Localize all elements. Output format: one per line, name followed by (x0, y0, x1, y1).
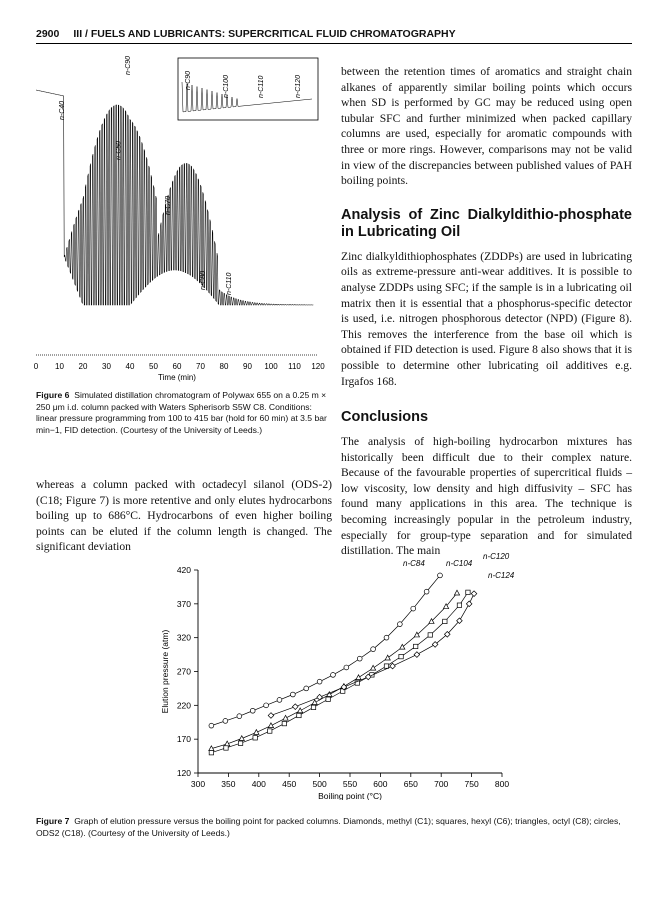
inset-peak-label: n-C90 (185, 70, 192, 90)
left-paragraph: whereas a column packed with octadecyl silanol (ODS-2) (C18; Figure 7) is more retentive and only elutes hydrocarbons boiling up to 686°C. Hydrocarbons of even higher boiling points can be eluted if the column length is changed. The significant deviation (36, 478, 332, 554)
data-point-square (384, 664, 388, 668)
data-point-circle (344, 665, 349, 670)
x-tick-label: 700 (434, 779, 449, 789)
data-point-circle (264, 703, 269, 708)
time-tick-label: 50 (149, 362, 158, 371)
time-tick-label: 90 (243, 362, 252, 371)
time-tick-label: 30 (102, 362, 111, 371)
inset-peak-label: n-C120 (295, 75, 302, 98)
figure-7-label: Figure 7 (36, 816, 70, 826)
data-point-circle (384, 635, 389, 640)
data-point-square (443, 619, 447, 623)
figure-6-caption-text: Simulated distillation chromatogram of Polywax 655 on a 0.25 m × 250 μm i.d. column packed with Waters Spherisorb S5W C8. Conditions: linear pressure programming from 100 to 415 bar (hold for 60 min) at 3.5 bar min−1, FID detection. (Courtesy of the University of Leeds.) (36, 390, 327, 435)
y-axis-label: Elution pressure (atm) (160, 629, 170, 714)
time-tick-label: 20 (78, 362, 88, 371)
x-tick-label: 400 (251, 779, 266, 789)
y-tick-label: 370 (176, 598, 191, 609)
x-tick-label: 450 (282, 779, 297, 789)
figure-6-chromatogram (28, 50, 328, 390)
left-column-text (36, 477, 332, 555)
data-point-circle (331, 672, 336, 677)
peak-label: n-C40 (59, 100, 67, 120)
data-point-diamond (268, 713, 274, 719)
series-end-label: n-C124 (488, 571, 515, 580)
time-tick-label: 0 (33, 362, 39, 371)
data-point-triangle (400, 644, 405, 649)
series-line (211, 575, 440, 725)
series-end-label: n-C104 (446, 559, 473, 568)
data-point-circle (397, 622, 402, 627)
figure-7-chart (140, 550, 520, 800)
figure-6-caption (36, 390, 332, 436)
data-point-triangle (268, 723, 273, 728)
figure-7-caption-text: Graph of elution pressure versus the boiling point for packed columns. Diamonds, methyl (C1); squares, hexyl (C6); triangles, octyl (C8); circles, ODS2 (C18). (Courtesy of the University of Leeds.) (36, 816, 621, 838)
peak-label: n-C90 (125, 55, 132, 75)
data-point-square (282, 721, 286, 725)
data-point-square (224, 746, 228, 750)
data-point-square (209, 751, 213, 755)
time-tick-label: 80 (219, 362, 229, 371)
time-tick-label: 120 (311, 362, 325, 371)
data-point-circle (237, 714, 242, 719)
right-paragraph-1: between the retention times of aromatics and straight chain alkanes of apparently similar boiling points which occurs when SD is performed by GC may be reduced using open tubular SFC and further minimized when packed capillary columns are used, especially for aromatic compounds with three or more rings. However, comparisons may not be valid in view of the discrepancies between published values of PAH boiling points. (341, 65, 632, 188)
inset-peak-label: n-C100 (223, 75, 230, 98)
data-point-diamond (466, 601, 472, 607)
series-end-label: n-C120 (483, 552, 510, 561)
time-tick-label: 10 (55, 362, 64, 371)
y-tick-label: 220 (176, 700, 191, 711)
data-point-circle (371, 647, 376, 652)
y-tick-label: 270 (176, 666, 191, 677)
time-tick-label: 60 (172, 362, 182, 371)
page-number: 2900 (36, 28, 60, 40)
data-point-triangle (371, 665, 376, 670)
inset-peak-label: n-C110 (258, 75, 265, 98)
x-tick-label: 300 (190, 779, 206, 789)
data-point-square (457, 603, 461, 607)
time-tick-label: 40 (125, 362, 135, 371)
section-heading-zddp: Analysis of Zinc Dialkyldithio-phosphate in Lubricating Oil (341, 206, 632, 240)
data-point-triangle (283, 715, 288, 720)
x-tick-label: 750 (464, 779, 479, 789)
series-line (211, 593, 457, 749)
time-tick-label: 110 (288, 362, 301, 371)
series-line (211, 592, 468, 752)
data-point-diamond (292, 704, 298, 710)
y-tick-label: 320 (176, 632, 191, 643)
data-point-diamond (390, 663, 396, 669)
data-point-circle (209, 723, 214, 728)
data-point-square (466, 590, 470, 594)
data-point-square (326, 697, 330, 701)
time-axis-title: Time (min) (158, 373, 196, 382)
x-tick-label: 500 (312, 779, 327, 789)
peak-label: n-C110 (226, 272, 234, 295)
running-header (36, 28, 632, 40)
data-point-circle (290, 692, 295, 697)
data-point-circle (223, 718, 228, 723)
peak-label: n-C70 (164, 195, 172, 215)
series-end-label: n-C84 (403, 559, 425, 568)
figure-7-caption (36, 816, 632, 839)
peak-label: n-C50 (115, 140, 123, 160)
series-line (271, 594, 474, 716)
data-point-circle (250, 708, 255, 713)
data-point-square (399, 654, 403, 658)
x-tick-label: 350 (221, 779, 236, 789)
time-tick-label: 100 (264, 362, 278, 371)
chromatogram-trace (36, 90, 313, 305)
right-column (341, 64, 632, 559)
peak-label: n-C80 (200, 270, 208, 290)
data-point-triangle (298, 708, 303, 713)
right-paragraph-3: The analysis of high-boiling hydrocarbon mixtures has historically been difficult due to their complex nature. Because of the favourable properties of supercritical fluids – low viscosity, low density and high diffusivity – SFC has found many applications in this area. The technique is becoming increasingly popular in the petroleum industry, especially for group-type separation and for simulated distillation. The main (341, 435, 632, 558)
data-point-circle (438, 573, 443, 578)
data-point-square (238, 741, 242, 745)
y-tick-label: 120 (176, 768, 191, 778)
x-tick-label: 650 (403, 779, 418, 789)
data-point-triangle (385, 655, 390, 660)
y-tick-label: 420 (176, 565, 191, 575)
data-point-circle (357, 656, 362, 661)
section-heading-conclusions: Conclusions (341, 409, 429, 426)
data-point-square (268, 729, 272, 733)
data-point-circle (424, 589, 429, 594)
data-point-triangle (454, 590, 459, 595)
running-title: III / FUELS AND LUBRICANTS: SUPERCRITICAL FLUID CHROMATOGRAPHY (73, 28, 456, 40)
right-paragraph-2: Zinc dialkyldithiophosphates (ZDDPs) are used in lubricating oils as extreme-pressure anti-wear additives. It is possible to analyse ZDDPs using SFC; if the sample is in a lubricating oil matrix then it is essential that a phosphorus-specific detector is used, i.e. nitrogen phosphorous detector (NPD) (Figure 8). This removes the interference from the base oil which is obtained if FID detection is used. Figure 8 also shows that it is possible to determine other lubricating oil additives e.g. Irgafos 168. (341, 249, 632, 388)
time-tick-label: 70 (196, 362, 205, 371)
data-point-triangle (312, 700, 317, 705)
data-point-circle (277, 698, 282, 703)
data-point-circle (317, 679, 322, 684)
data-point-square (297, 713, 301, 717)
data-point-square (253, 736, 257, 740)
y-tick-label: 170 (176, 734, 191, 745)
data-point-diamond (471, 591, 477, 597)
data-point-triangle (254, 730, 259, 735)
x-tick-label: 600 (373, 779, 388, 789)
data-point-square (311, 705, 315, 709)
data-point-triangle (356, 675, 361, 680)
x-tick-label: 800 (494, 779, 510, 789)
header-rule (36, 43, 632, 44)
x-tick-label: 550 (342, 779, 358, 789)
data-point-circle (304, 686, 309, 691)
data-point-square (428, 633, 432, 637)
data-point-circle (411, 606, 416, 611)
data-point-square (413, 644, 417, 648)
x-axis-label: Boiling point (°C) (318, 791, 382, 800)
figure-6-label: Figure 6 (36, 390, 70, 400)
data-point-diamond (414, 652, 420, 658)
